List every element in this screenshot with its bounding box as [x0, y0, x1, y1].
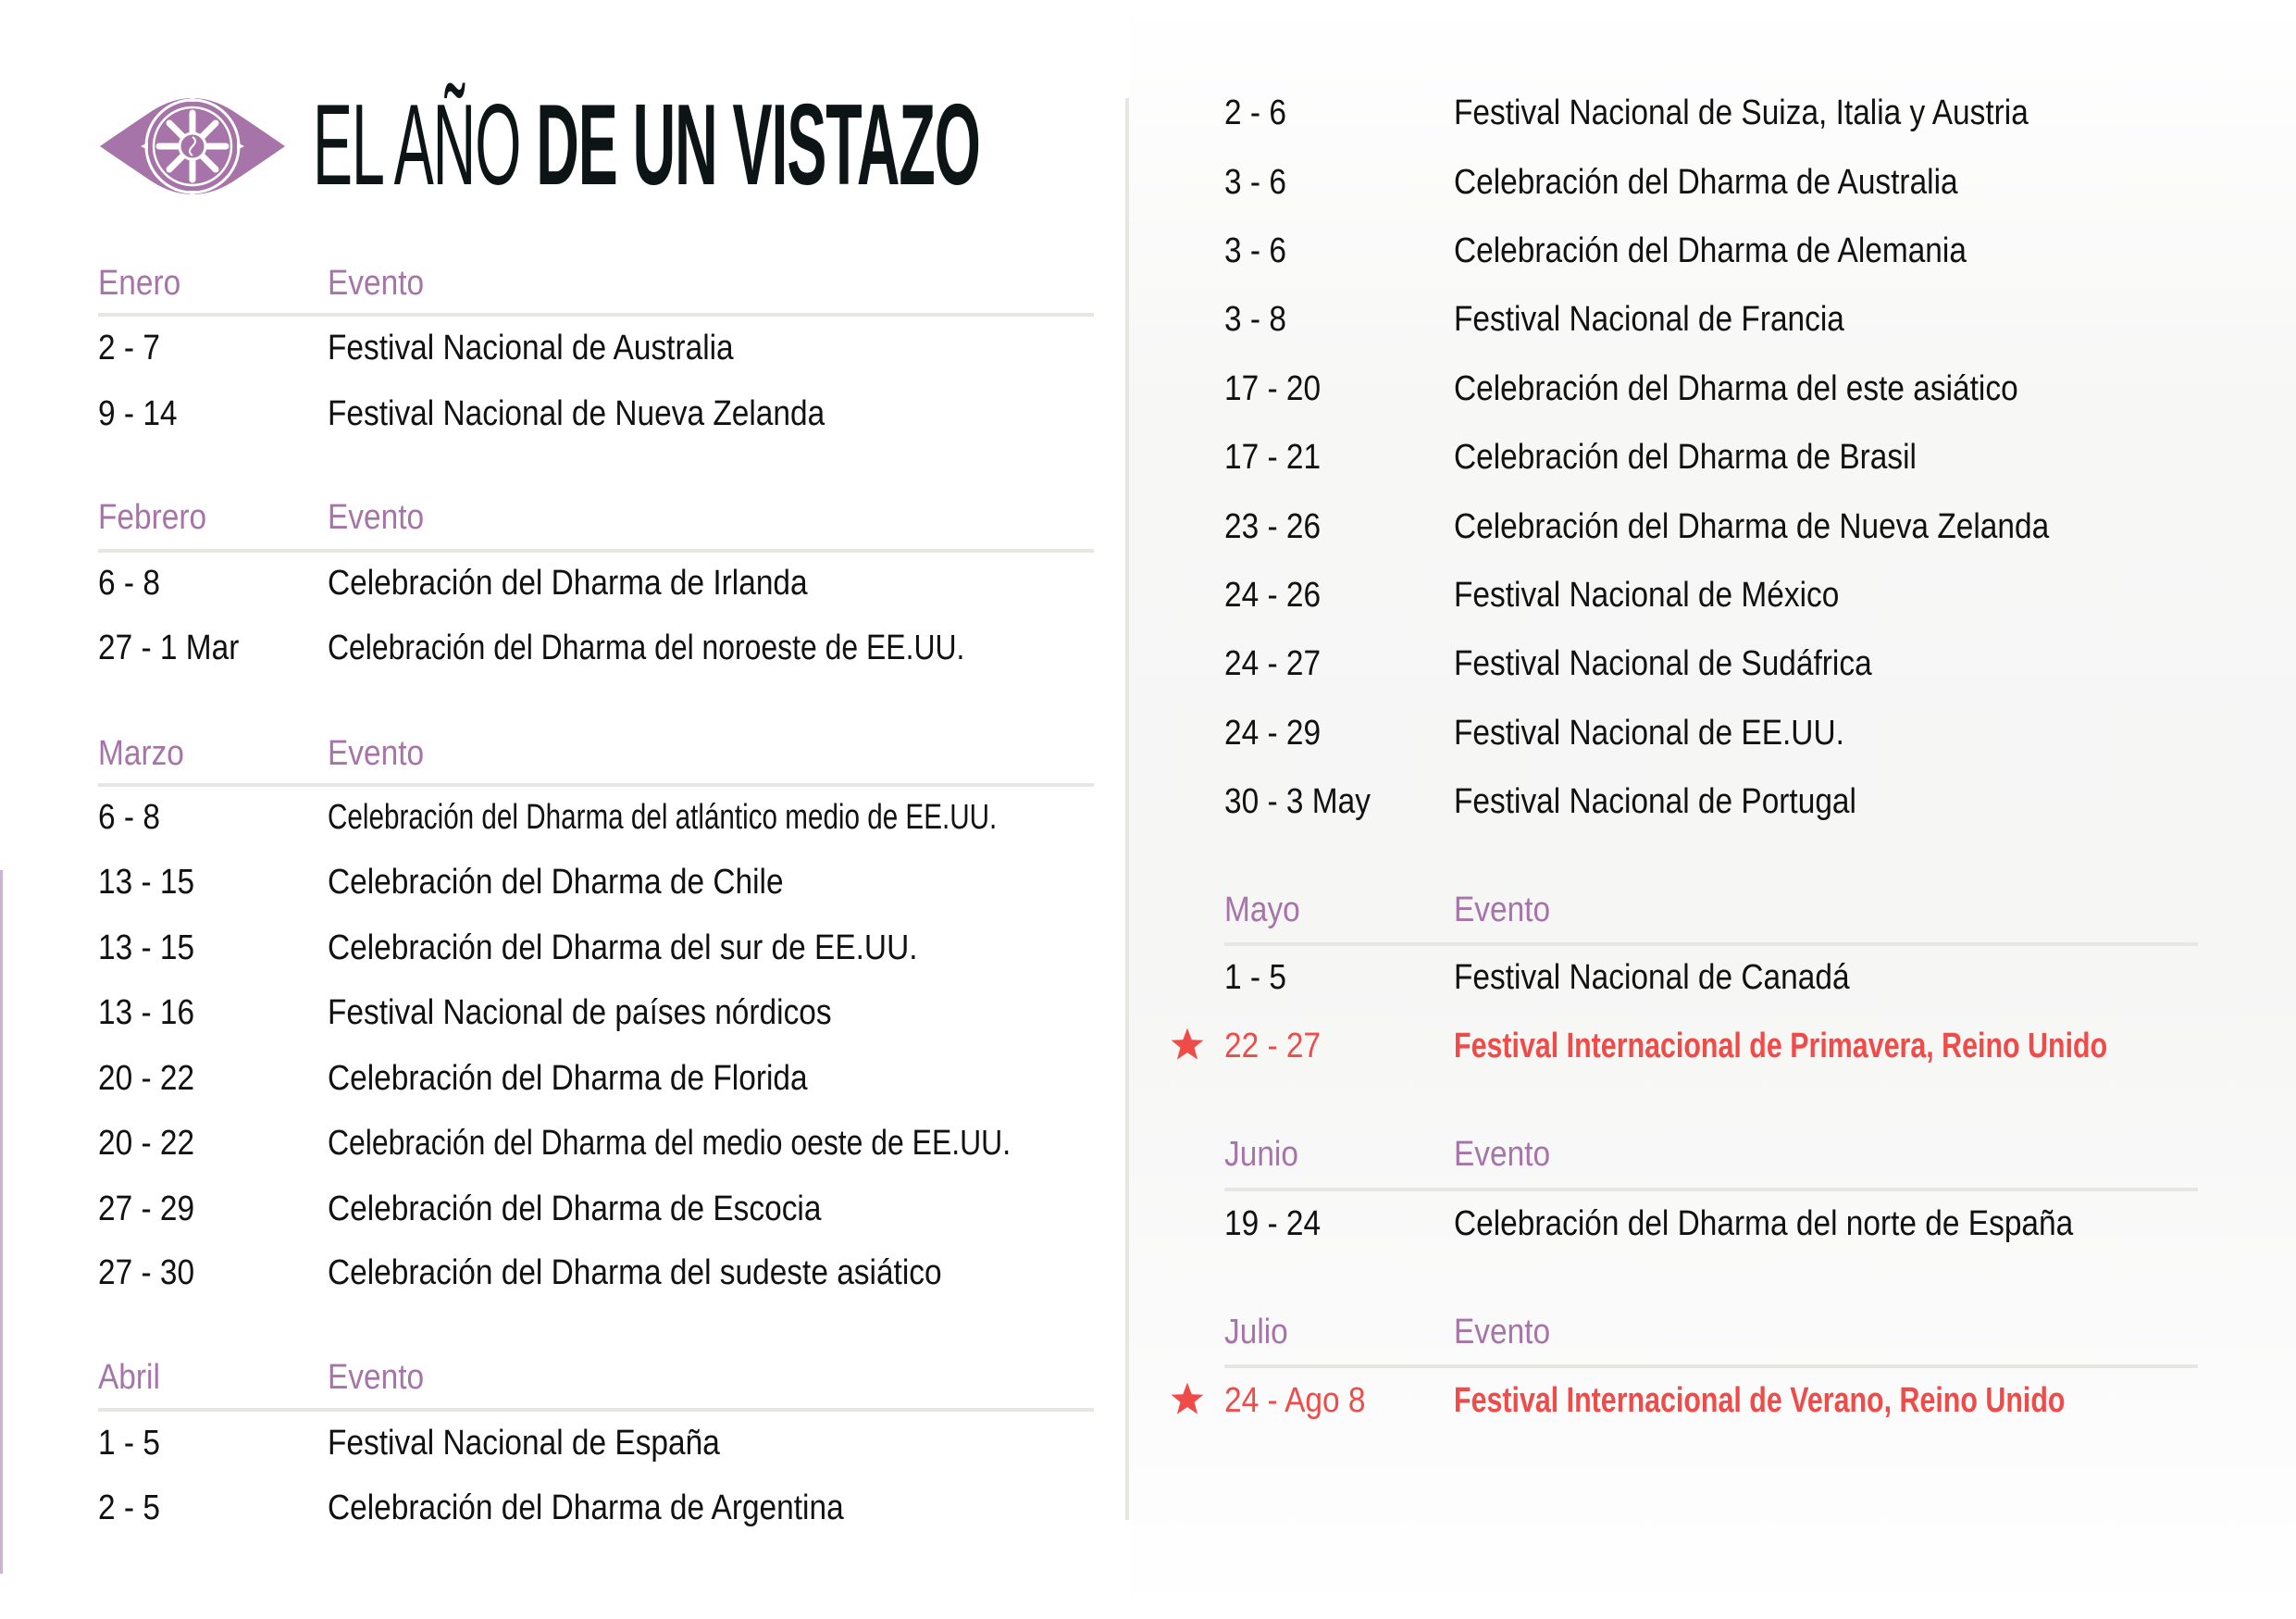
section-divider: [98, 1408, 1094, 1412]
event-header: Evento: [1454, 890, 1551, 929]
event-date: 13 - 15: [98, 928, 195, 967]
event-date: 1 - 5: [98, 1424, 160, 1463]
event-name: Festival Nacional de Suiza, Italia y Austria: [1454, 93, 2029, 132]
section-divider: [1224, 942, 2198, 946]
star-icon: [1170, 1027, 1205, 1062]
event-date: 2 - 6: [1224, 93, 1286, 132]
event-name: Festival Nacional de Francia: [1454, 300, 1844, 339]
event-date: 3 - 6: [1224, 163, 1286, 202]
event-name-highlighted: Festival Internacional de Verano, Reino Unido: [1454, 1381, 2066, 1420]
event-date: 13 - 16: [98, 993, 195, 1032]
event-name: Celebración del Dharma del sur de EE.UU.: [328, 928, 918, 967]
event-name: Celebración del Dharma del atlántico medio de EE.UU.: [328, 798, 998, 837]
section-divider: [98, 783, 1094, 787]
event-date: 24 - 26: [1224, 576, 1322, 615]
month-header-marzo: Marzo: [98, 734, 184, 773]
event-name: Festival Nacional de Portugal: [1454, 782, 1856, 821]
event-name: Celebración del Dharma de Nueva Zelanda: [1454, 507, 2050, 546]
section-divider: [98, 549, 1094, 553]
event-date: 27 - 30: [98, 1253, 195, 1292]
event-name: Festival Nacional de Australia: [328, 329, 734, 367]
star-icon: [1170, 1381, 1205, 1416]
event-header: Evento: [1454, 1135, 1551, 1174]
section-divider: [1224, 1188, 2198, 1191]
event-date: 6 - 8: [98, 798, 160, 837]
event-name: Festival Nacional de Sudáfrica: [1454, 644, 1872, 683]
section-divider: [98, 313, 1094, 317]
event-date: 17 - 20: [1224, 369, 1322, 408]
title-bold: DE UN VISTAZO: [536, 81, 980, 209]
dharma-wheel-icon: [96, 93, 289, 201]
event-name: Celebración del Dharma de Argentina: [328, 1488, 844, 1527]
event-name: Celebración del Dharma de Escocia: [328, 1189, 822, 1228]
event-name: Festival Nacional de países nórdicos: [328, 993, 832, 1032]
left-edge-accent: [0, 870, 3, 1574]
event-name: Celebración del Dharma de Chile: [328, 863, 784, 902]
event-name: Celebración del Dharma del norte de España: [1454, 1204, 2074, 1243]
event-date: 23 - 26: [1224, 507, 1322, 546]
event-name: Celebración del Dharma del medio oeste de EE.UU.: [328, 1124, 1011, 1163]
event-header: Evento: [328, 264, 425, 303]
event-header: Evento: [1454, 1313, 1551, 1351]
month-header-mayo: Mayo: [1224, 890, 1300, 929]
event-header: Evento: [328, 498, 425, 537]
event-date: 2 - 5: [98, 1488, 160, 1527]
event-name: Celebración del Dharma del noroeste de EE.UU.: [328, 629, 965, 667]
event-name: Celebración del Dharma de Australia: [1454, 163, 1958, 202]
column-divider: [1125, 98, 1129, 1520]
event-date: 3 - 8: [1224, 300, 1286, 339]
event-date-highlighted: 22 - 27: [1224, 1027, 1322, 1065]
event-date: 1 - 5: [1224, 958, 1286, 997]
event-date: 3 - 6: [1224, 231, 1286, 270]
event-date: 19 - 24: [1224, 1204, 1322, 1243]
event-date: 13 - 15: [98, 863, 195, 902]
event-date: 20 - 22: [98, 1124, 195, 1163]
event-date: 27 - 1 Mar: [98, 629, 240, 667]
title-light: EL AÑO: [313, 81, 521, 209]
event-date: 24 - 27: [1224, 644, 1322, 683]
event-name: Celebración del Dharma de Florida: [328, 1059, 808, 1098]
section-divider: [1224, 1364, 2198, 1368]
event-name: Celebración del Dharma de Brasil: [1454, 438, 1917, 477]
event-name: Festival Nacional de Canadá: [1454, 958, 1850, 997]
event-date: 6 - 8: [98, 564, 160, 603]
event-date: 27 - 29: [98, 1189, 195, 1228]
event-name: Celebración del Dharma del sudeste asiático: [328, 1253, 942, 1292]
event-name: Festival Nacional de México: [1454, 576, 1840, 615]
event-name: Celebración del Dharma de Alemania: [1454, 231, 1967, 270]
event-header: Evento: [328, 734, 425, 773]
event-header: Evento: [328, 1358, 425, 1397]
event-date-highlighted: 24 - Ago 8: [1224, 1381, 1366, 1420]
event-date: 24 - 29: [1224, 714, 1322, 753]
event-name-highlighted: Festival Internacional de Primavera, Reino Unido: [1454, 1027, 2108, 1065]
month-header-junio: Junio: [1224, 1135, 1298, 1174]
event-name: Celebración del Dharma de Irlanda: [328, 564, 808, 603]
event-date: 20 - 22: [98, 1059, 195, 1098]
event-date: 17 - 21: [1224, 438, 1322, 477]
event-name: Festival Nacional de España: [328, 1424, 720, 1463]
page-title: [313, 81, 980, 209]
month-header-enero: Enero: [98, 264, 181, 303]
event-date: 30 - 3 May: [1224, 782, 1371, 821]
event-name: Festival Nacional de EE.UU.: [1454, 714, 1844, 753]
event-date: 2 - 7: [98, 329, 160, 367]
month-header-abril: Abril: [98, 1358, 160, 1397]
month-header-julio: Julio: [1224, 1313, 1288, 1351]
event-date: 9 - 14: [98, 394, 178, 433]
event-name: Celebración del Dharma del este asiático: [1454, 369, 2018, 408]
month-header-febrero: Febrero: [98, 498, 207, 537]
event-name: Festival Nacional de Nueva Zelanda: [328, 394, 825, 433]
